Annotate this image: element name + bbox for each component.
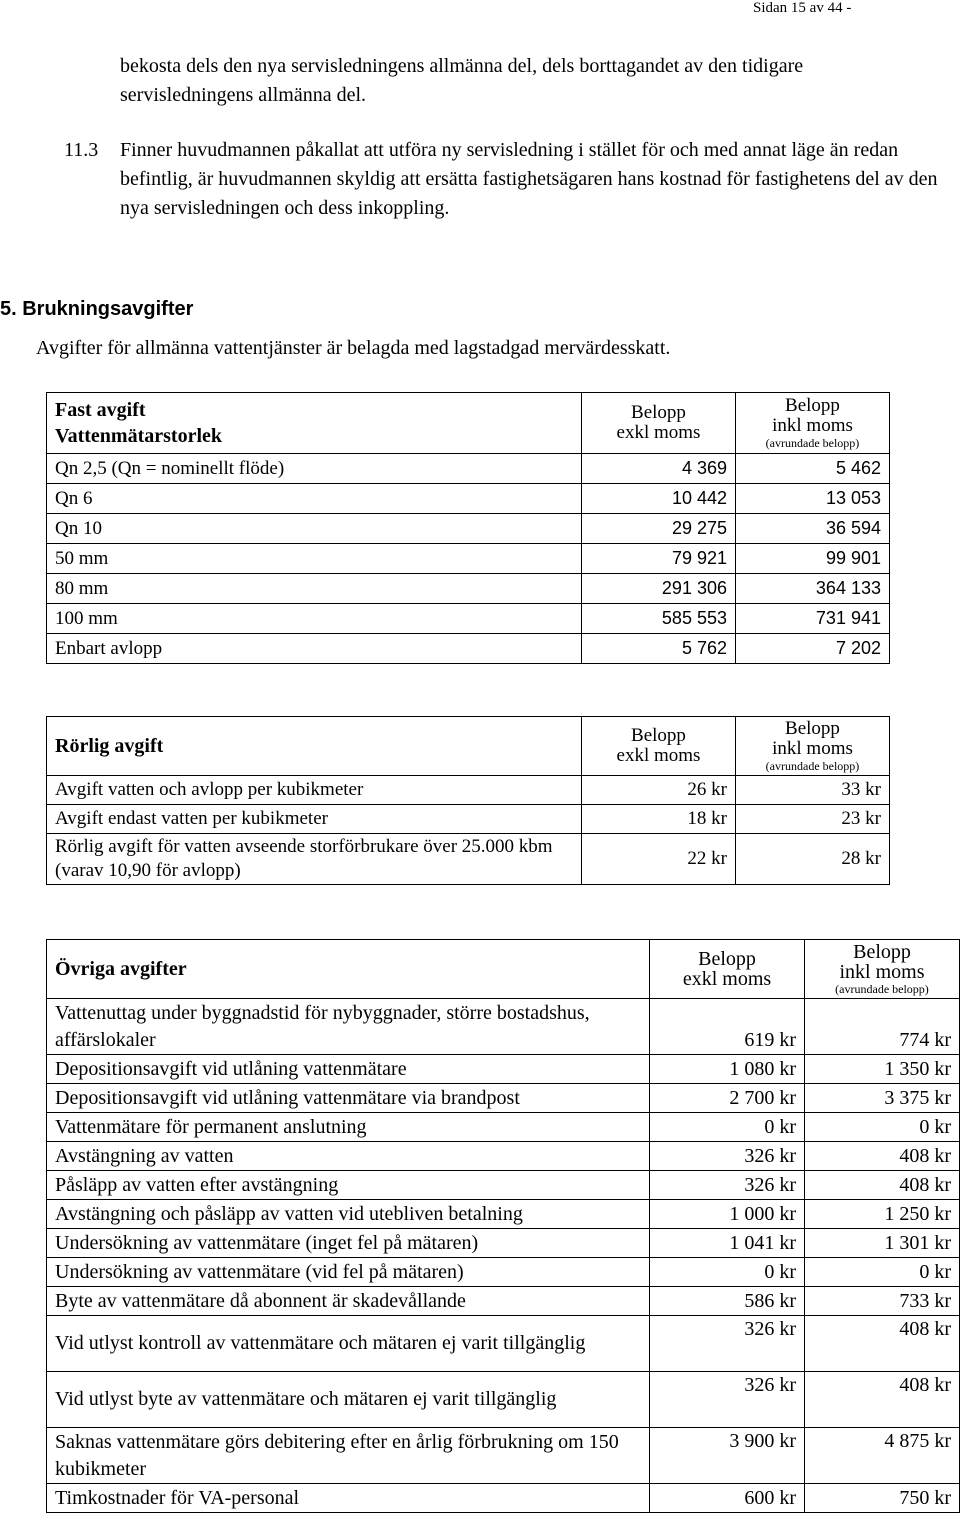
column-header-note: (avrundade belopp) xyxy=(835,981,929,996)
amount-excl: 10 442 xyxy=(582,484,736,514)
amount-incl: 33 kr xyxy=(736,776,890,805)
column-header-incl xyxy=(805,940,960,999)
row-label: Saknas vattenmätare görs debitering efter en årlig förbrukning om 150 kubikmeter xyxy=(47,1428,650,1484)
amount-incl: 408 kr xyxy=(805,1372,960,1428)
row-label: 80 mm xyxy=(47,574,582,604)
amount-incl: 364 133 xyxy=(736,574,890,604)
row-label: Qn 10 xyxy=(47,514,582,544)
amount-excl: 1 080 kr xyxy=(650,1055,805,1084)
table-row xyxy=(47,484,890,514)
amount-incl: 36 594 xyxy=(736,514,890,544)
table-row xyxy=(47,1428,960,1484)
table-row xyxy=(47,634,890,664)
amount-incl: 7 202 xyxy=(736,634,890,664)
amount-excl: 22 kr xyxy=(582,834,736,885)
other-fees-table xyxy=(46,939,960,1513)
table-title: Rörlig avgift xyxy=(55,735,164,757)
amount-incl: 0 kr xyxy=(805,1113,960,1142)
table-row xyxy=(47,1084,960,1113)
table-row xyxy=(47,514,890,544)
table-row xyxy=(47,1287,960,1316)
amount-excl: 79 921 xyxy=(582,544,736,574)
table-row xyxy=(47,544,890,574)
column-header-line: exkl moms xyxy=(616,745,701,766)
amount-incl: 408 kr xyxy=(805,1142,960,1171)
amount-excl: 4 369 xyxy=(582,454,736,484)
amount-excl: 3 900 kr xyxy=(650,1428,805,1484)
amount-excl: 619 kr xyxy=(650,999,805,1055)
amount-incl: 99 901 xyxy=(736,544,890,574)
row-label: Vattenuttag under byggnadstid för nybyggnader, större bostadshus, affärslokaler xyxy=(47,999,650,1055)
amount-incl: 1 250 kr xyxy=(805,1200,960,1229)
amount-incl: 733 kr xyxy=(805,1287,960,1316)
table-row xyxy=(47,1372,960,1428)
table-row xyxy=(47,1484,960,1513)
column-header-excl xyxy=(650,940,805,999)
table-title: Fast avgift xyxy=(55,399,146,421)
paragraph-continuation: bekosta dels den nya servisledningens allmänna del, dels borttagandet av den tidigare servisledningens allmänna del. xyxy=(120,55,804,106)
row-label: Vid utlyst byte av vattenmätare och mätaren ej varit tillgänglig xyxy=(47,1372,650,1428)
table-row xyxy=(47,1229,960,1258)
column-header-line: Belopp xyxy=(853,940,911,963)
table-row xyxy=(47,805,890,834)
row-label: Rörlig avgift för vatten avseende storförbrukare över 25.000 kbm (varav 10,90 för avlopp) xyxy=(47,834,582,885)
paragraph-number: 11.3 xyxy=(64,139,99,161)
amount-incl: 5 462 xyxy=(736,454,890,484)
amount-excl: 26 kr xyxy=(582,776,736,805)
page-number: Sidan 15 av 44 - xyxy=(753,0,852,16)
table-row xyxy=(47,1142,960,1171)
column-header-line: Belopp xyxy=(785,394,840,416)
row-label: Qn 6 xyxy=(47,484,582,514)
column-header-line: inkl moms xyxy=(839,960,925,983)
amount-incl: 750 kr xyxy=(805,1484,960,1513)
table-title: Övriga avgifter xyxy=(55,958,187,980)
table-row xyxy=(47,1200,960,1229)
table-title-cell xyxy=(47,717,582,776)
amount-excl: 291 306 xyxy=(582,574,736,604)
row-label: Enbart avlopp xyxy=(47,634,582,664)
column-header-line: Belopp xyxy=(631,402,686,423)
amount-incl: 774 kr xyxy=(805,999,960,1055)
table-row xyxy=(47,1113,960,1142)
row-label: Undersökning av vattenmätare (vid fel på mätaren) xyxy=(47,1258,650,1287)
row-label: Undersökning av vattenmätare (inget fel på mätaren) xyxy=(47,1229,650,1258)
amount-excl: 29 275 xyxy=(582,514,736,544)
column-header-line: Belopp xyxy=(631,725,686,746)
table-subtitle: Vattenmätarstorlek xyxy=(55,425,223,447)
column-header-line: inkl moms xyxy=(772,414,853,436)
table-header-row xyxy=(47,393,890,454)
row-label: Avstängning av vatten xyxy=(47,1142,650,1171)
table-row xyxy=(47,1316,960,1372)
amount-excl: 2 700 kr xyxy=(650,1084,805,1113)
table-title-cell xyxy=(47,940,650,999)
amount-incl: 408 kr xyxy=(805,1316,960,1372)
amount-incl: 1 301 kr xyxy=(805,1229,960,1258)
column-header-excl xyxy=(582,393,736,454)
column-header-note: (avrundade belopp) xyxy=(765,435,860,450)
amount-excl: 326 kr xyxy=(650,1372,805,1428)
table-row xyxy=(47,574,890,604)
variable-fee-table xyxy=(46,716,890,885)
amount-excl: 326 kr xyxy=(650,1316,805,1372)
table-row xyxy=(47,776,890,805)
paragraph-11-3: Finner huvudmannen påkallat att utföra ny servisledning i stället för och med annat läge än redan befintlig, är huvudmannen skyldig att ersätta fastighetsägaren hans kostnad för fastighetens del av den nya servisledningen och dess inkoppling. xyxy=(120,139,938,219)
table-row xyxy=(47,454,890,484)
row-label: Byte av vattenmätare då abonnent är skadevållande xyxy=(47,1287,650,1316)
column-header-line: exkl moms xyxy=(682,968,772,990)
amount-excl: 585 553 xyxy=(582,604,736,634)
row-label: Qn 2,5 (Qn = nominellt flöde) xyxy=(47,454,582,484)
row-label: Påsläpp av vatten efter avstängning xyxy=(47,1171,650,1200)
row-label: Avgift endast vatten per kubikmeter xyxy=(47,805,582,834)
column-header-line: Belopp xyxy=(785,717,840,739)
amount-incl: 4 875 kr xyxy=(805,1428,960,1484)
row-label: Timkostnader för VA-personal xyxy=(47,1484,650,1513)
column-header-incl xyxy=(736,717,890,776)
amount-incl: 731 941 xyxy=(736,604,890,634)
column-header-incl xyxy=(736,393,890,454)
amount-excl: 1 041 kr xyxy=(650,1229,805,1258)
table-row xyxy=(47,1055,960,1084)
amount-incl: 0 kr xyxy=(805,1258,960,1287)
amount-incl: 408 kr xyxy=(805,1171,960,1200)
amount-incl: 28 kr xyxy=(736,834,890,885)
table-row xyxy=(47,999,960,1055)
row-label: Vattenmätare för permanent anslutning xyxy=(47,1113,650,1142)
amount-excl: 5 762 xyxy=(582,634,736,664)
row-label: Avstängning och påsläpp av vatten vid utebliven betalning xyxy=(47,1200,650,1229)
row-label: Depositionsavgift vid utlåning vattenmätare via brandpost xyxy=(47,1084,650,1113)
column-header-line: Belopp xyxy=(698,948,756,970)
table-title-cell xyxy=(47,393,582,454)
table-row xyxy=(47,604,890,634)
column-header-note: (avrundade belopp) xyxy=(765,758,860,773)
amount-incl: 13 053 xyxy=(736,484,890,514)
amount-excl: 326 kr xyxy=(650,1142,805,1171)
section-heading: 5. Brukningsavgifter xyxy=(0,298,194,320)
amount-excl: 586 kr xyxy=(650,1287,805,1316)
row-label: 100 mm xyxy=(47,604,582,634)
table-header-row xyxy=(47,940,960,999)
amount-excl: 0 kr xyxy=(650,1258,805,1287)
table-row xyxy=(47,1171,960,1200)
amount-incl: 23 kr xyxy=(736,805,890,834)
row-label: Depositionsavgift vid utlåning vattenmätare xyxy=(47,1055,650,1084)
row-label: Avgift vatten och avlopp per kubikmeter xyxy=(47,776,582,805)
amount-incl: 3 375 kr xyxy=(805,1084,960,1113)
table-header-row xyxy=(47,717,890,776)
row-label: Vid utlyst kontroll av vattenmätare och mätaren ej varit tillgänglig xyxy=(47,1316,650,1372)
row-label: 50 mm xyxy=(47,544,582,574)
amount-incl: 1 350 kr xyxy=(805,1055,960,1084)
section-intro: Avgifter för allmänna vattentjänster är belagda med lagstadgad mervärdesskatt. xyxy=(36,337,671,359)
amount-excl: 1 000 kr xyxy=(650,1200,805,1229)
fixed-fee-table xyxy=(46,392,890,664)
column-header-line: exkl moms xyxy=(616,422,701,443)
amount-excl: 600 kr xyxy=(650,1484,805,1513)
amount-excl: 326 kr xyxy=(650,1171,805,1200)
column-header-line: inkl moms xyxy=(772,737,853,759)
table-row xyxy=(47,834,890,885)
amount-excl: 18 kr xyxy=(582,805,736,834)
amount-excl: 0 kr xyxy=(650,1113,805,1142)
table-row xyxy=(47,1258,960,1287)
column-header-excl xyxy=(582,717,736,776)
